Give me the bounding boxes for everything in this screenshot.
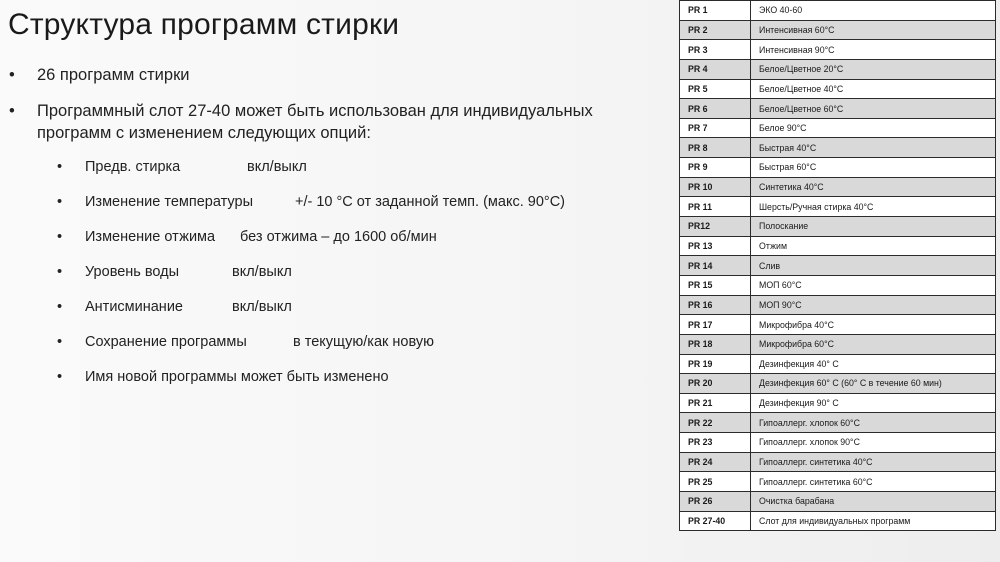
table-row (680, 20, 996, 40)
program-table-body (680, 1, 996, 531)
table-row (680, 59, 996, 79)
program-name: Слот для индивидуальных программ (751, 511, 996, 531)
table-row (680, 433, 996, 453)
bullet-item (0, 100, 640, 144)
program-code: PR 2 (680, 20, 751, 40)
program-name: Интенсивная 60°C (751, 20, 996, 40)
table-row (680, 197, 996, 217)
program-code: PR 21 (680, 393, 751, 413)
program-code: PR 14 (680, 256, 751, 276)
table-row (680, 275, 996, 295)
program-code: PR 22 (680, 413, 751, 433)
option-item-water-level (0, 263, 640, 281)
table-row (680, 256, 996, 276)
table-row (680, 138, 996, 158)
option-value: в текущую/как новую (293, 334, 434, 350)
option-item-save-program (0, 333, 640, 351)
bullet-dot-icon: • (9, 66, 15, 84)
option-label: Антисминание (85, 299, 183, 315)
program-name: Отжим (751, 236, 996, 256)
program-name: Синтетика 40°C (751, 177, 996, 197)
program-code: PR 16 (680, 295, 751, 315)
program-name: МОП 60°C (751, 275, 996, 295)
program-name: Дезинфекция 90° C (751, 393, 996, 413)
option-value: вкл/выкл (247, 159, 307, 175)
program-name: Гипоаллерг. хлопок 60°C (751, 413, 996, 433)
program-name: Микрофибра 60°C (751, 334, 996, 354)
table-row (680, 295, 996, 315)
table-row (680, 177, 996, 197)
table-row (680, 99, 996, 119)
page-title: Структура программ стирки (8, 8, 400, 41)
table-row (680, 118, 996, 138)
table-row (680, 236, 996, 256)
program-name: Гипоаллерг. хлопок 90°C (751, 433, 996, 453)
program-name: Белое 90°C (751, 118, 996, 138)
table-row (680, 315, 996, 335)
bullet-dot-icon: • (57, 334, 63, 350)
table-row (680, 511, 996, 531)
program-code: PR 7 (680, 118, 751, 138)
option-item-spin (0, 228, 640, 246)
table-row (680, 452, 996, 472)
table-row (680, 413, 996, 433)
table-row (680, 393, 996, 413)
table-row (680, 40, 996, 60)
option-item-temperature (0, 193, 640, 211)
table-row (680, 217, 996, 237)
program-code: PR12 (680, 217, 751, 237)
table-row (680, 158, 996, 178)
program-name: Шерсть/Ручная стирка 40°C (751, 197, 996, 217)
option-item-anti-crease (0, 298, 640, 316)
program-name: Белое/Цветное 60°C (751, 99, 996, 119)
option-label: Имя новой программы может быть изменено (85, 369, 389, 385)
program-code: PR 3 (680, 40, 751, 60)
option-list (0, 158, 640, 386)
program-code: PR 1 (680, 1, 751, 21)
option-value: +/- 10 °C от заданной темп. (макс. 90°C) (295, 194, 565, 210)
bullet-list (0, 64, 640, 403)
program-code: PR 11 (680, 197, 751, 217)
program-name: Полоскание (751, 217, 996, 237)
program-code: PR 8 (680, 138, 751, 158)
program-name: ЭКО 40-60 (751, 1, 996, 21)
table-row (680, 334, 996, 354)
option-label: Предв. стирка (85, 159, 181, 175)
option-label: Сохранение программы (85, 334, 247, 350)
program-name: Микрофибра 40°C (751, 315, 996, 335)
option-label: Изменение температуры (85, 194, 253, 210)
bullet-dot-icon: • (57, 229, 63, 245)
program-code: PR 10 (680, 177, 751, 197)
bullet-item (0, 64, 640, 86)
table-row (680, 1, 996, 21)
bullet-text: 26 программ стирки (37, 66, 190, 84)
program-code: PR 17 (680, 315, 751, 335)
program-code: PR 19 (680, 354, 751, 374)
program-name: Интенсивная 90°C (751, 40, 996, 60)
program-code: PR 6 (680, 99, 751, 119)
program-code: PR 26 (680, 492, 751, 512)
program-name: Гипоаллерг. синтетика 40°C (751, 452, 996, 472)
program-code: PR 20 (680, 374, 751, 394)
program-code: PR 24 (680, 452, 751, 472)
option-value: вкл/выкл (232, 299, 292, 315)
program-name: Быстрая 40°C (751, 138, 996, 158)
bullet-dot-icon: • (9, 102, 15, 120)
option-value: без отжима – до 1600 об/мин (240, 229, 437, 245)
program-code: PR 25 (680, 472, 751, 492)
bullet-dot-icon: • (57, 194, 63, 210)
bullet-dot-icon: • (57, 299, 63, 315)
bullet-text: Программный слот 27-40 может быть использован для индивидуальных программ с изменением следующих опций: (37, 102, 593, 142)
program-code: PR 13 (680, 236, 751, 256)
program-code: PR 9 (680, 158, 751, 178)
bullet-dot-icon: • (57, 369, 63, 385)
program-name: Белое/Цветное 40°C (751, 79, 996, 99)
program-code: PR 23 (680, 433, 751, 453)
program-code: PR 18 (680, 334, 751, 354)
program-name: Очистка барабана (751, 492, 996, 512)
option-label: Уровень воды (85, 264, 180, 280)
program-code: PR 5 (680, 79, 751, 99)
program-name: Белое/Цветное 20°C (751, 59, 996, 79)
program-name: Быстрая 60°C (751, 158, 996, 178)
table-row (680, 492, 996, 512)
option-value: вкл/выкл (232, 264, 292, 280)
program-name: Гипоаллерг. синтетика 60°C (751, 472, 996, 492)
program-name: Дезинфекция 40° C (751, 354, 996, 374)
option-item-prewash (0, 158, 640, 176)
program-code: PR 4 (680, 59, 751, 79)
program-name: Дезинфекция 60° C (60° C в течение 60 мин) (751, 374, 996, 394)
bullet-dot-icon: • (57, 159, 63, 175)
table-row (680, 79, 996, 99)
option-label: Изменение отжима (85, 229, 216, 245)
table-row (680, 472, 996, 492)
table-row (680, 374, 996, 394)
program-name: МОП 90°C (751, 295, 996, 315)
program-code: PR 15 (680, 275, 751, 295)
program-table (679, 0, 996, 531)
program-code: PR 27-40 (680, 511, 751, 531)
option-item-program-name (0, 368, 640, 386)
table-row (680, 354, 996, 374)
program-name: Слив (751, 256, 996, 276)
bullet-dot-icon: • (57, 264, 63, 280)
